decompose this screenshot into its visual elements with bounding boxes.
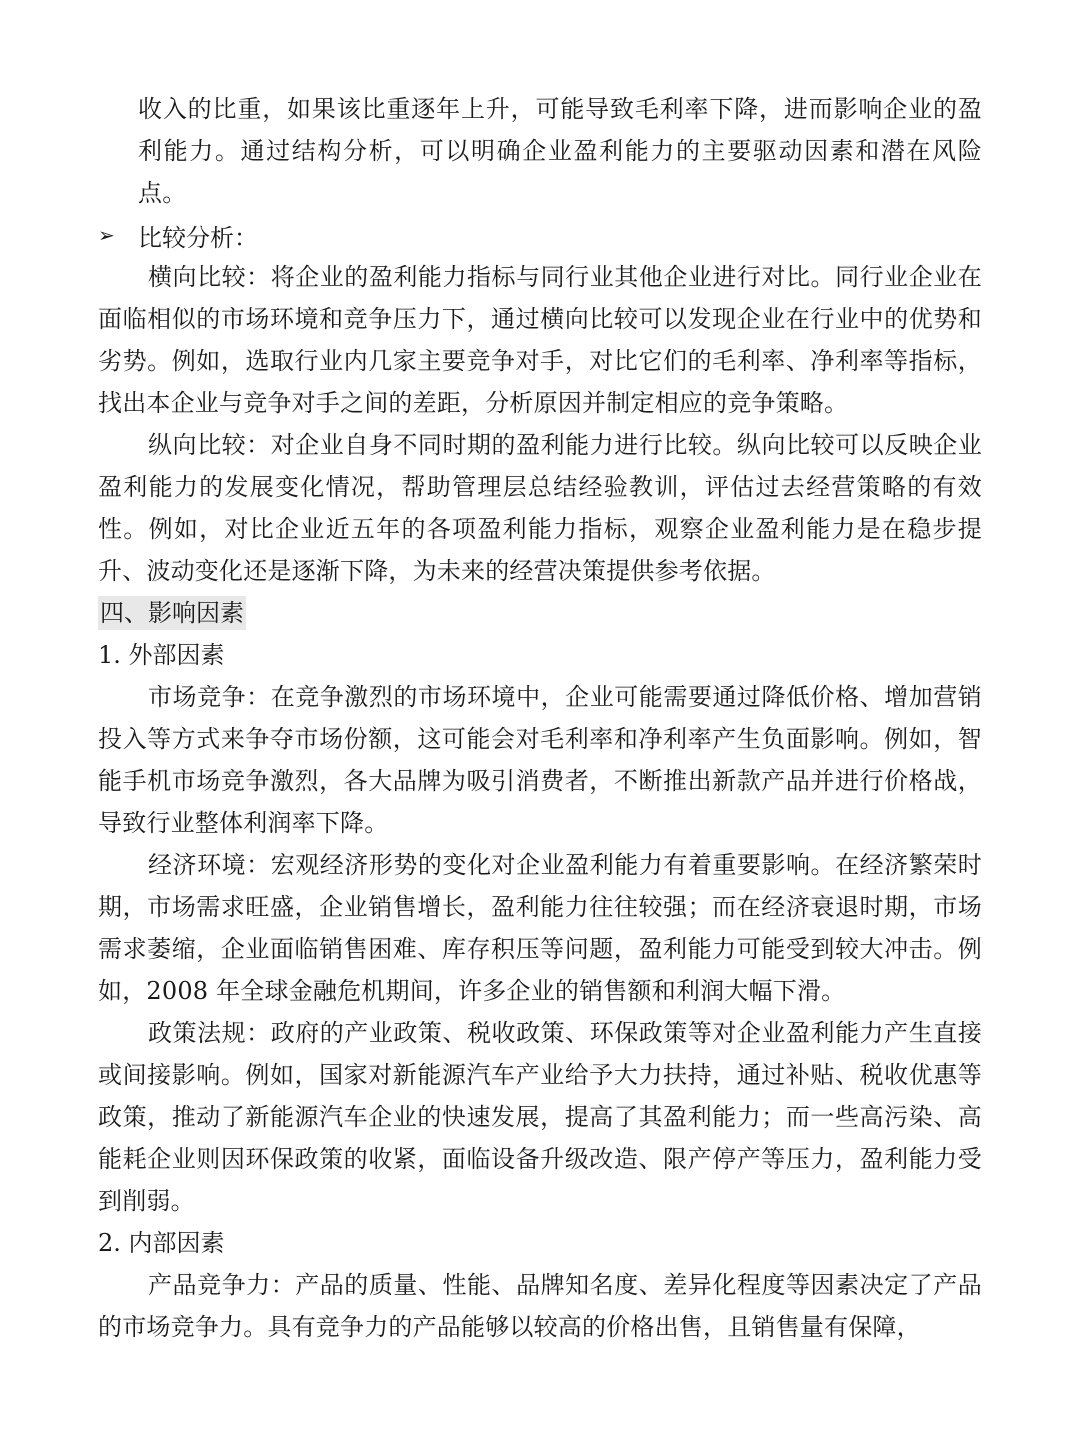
section-heading-influencing-factors: 四、影响因素 [98,596,246,630]
paragraph-market-competition: 市场竞争：在竞争激烈的市场环境中，企业可能需要通过降低价格、增加营销投入等方式来争夺市场份额，这可能会对毛利率和净利率产生负面影响。例如，智能手机市场竞争激烈，各大品牌为吸引消费者，不断推出新款产品并进行价格战，导致行业整体利润率下降。 [98,683,982,837]
document-page [98,88,982,1348]
bullet-label: 比较分析： [138,223,258,252]
paragraph-policy-regulations: 政策法规：政府的产业政策、税收政策、环保政策等对企业盈利能力产生直接或间接影响。例如，国家对新能源汽车产业给予大力扶持，通过补贴、税收优惠等政策，推动了新能源汽车企业的快速发展，提高了其盈利能力；而一些高污染、高能耗企业则因环保政策的收紧，面临设备升级改造、限产停产等压力，盈利能力受到削弱。 [98,1019,982,1215]
paragraph-vertical-comparison: 纵向比较：对企业自身不同时期的盈利能力进行比较。纵向比较可以反映企业盈利能力的发展变化情况，帮助管理层总结经验教训，评估过去经营策略的有效性。例如，对比企业近五年的各项盈利能力指标，观察企业盈利能力是在稳步提升、波动变化还是逐渐下降，为未来的经营决策提供参考依据。 [98,431,982,585]
paragraph-structure-analysis-continuation: 收入的比重，如果该比重逐年上升，可能导致毛利率下降，进而影响企业的盈利能力。通过结构分析，可以明确企业盈利能力的主要驱动因素和潜在风险点。 [138,95,982,207]
subheading-internal-factors: 2. 内部因素 [98,1229,225,1257]
subheading-external-factors: 1. 外部因素 [98,641,225,669]
arrow-bullet-icon: ➢ [98,223,115,247]
paragraph-horizontal-comparison: 横向比较：将企业的盈利能力指标与同行业其他企业进行对比。同行业企业在面临相似的市场环境和竞争压力下，通过横向比较可以发现企业在行业中的优势和劣势。例如，选取行业内几家主要竞争对手，对比它们的毛利率、净利率等指标，找出本企业与竞争对手之间的差距，分析原因并制定相应的竞争策略。 [98,263,982,417]
paragraph-product-competitiveness: 产品竞争力：产品的质量、性能、品牌知名度、差异化程度等因素决定了产品的市场竞争力。具有竞争力的产品能够以较高的价格出售，且销售量有保障， [98,1271,982,1341]
paragraph-economic-environment: 经济环境：宏观经济形势的变化对企业盈利能力有着重要影响。在经济繁荣时期，市场需求旺盛，企业销售增长，盈利能力往往较强；而在经济衰退时期，市场需求萎缩，企业面临销售困难、库存积压等问题，盈利能力可能受到较大冲击。例如，2008 年全球金融危机期间，许多企业的销售额和利润大幅下滑。 [98,851,982,1005]
bullet-item-compare-analysis [98,214,982,256]
